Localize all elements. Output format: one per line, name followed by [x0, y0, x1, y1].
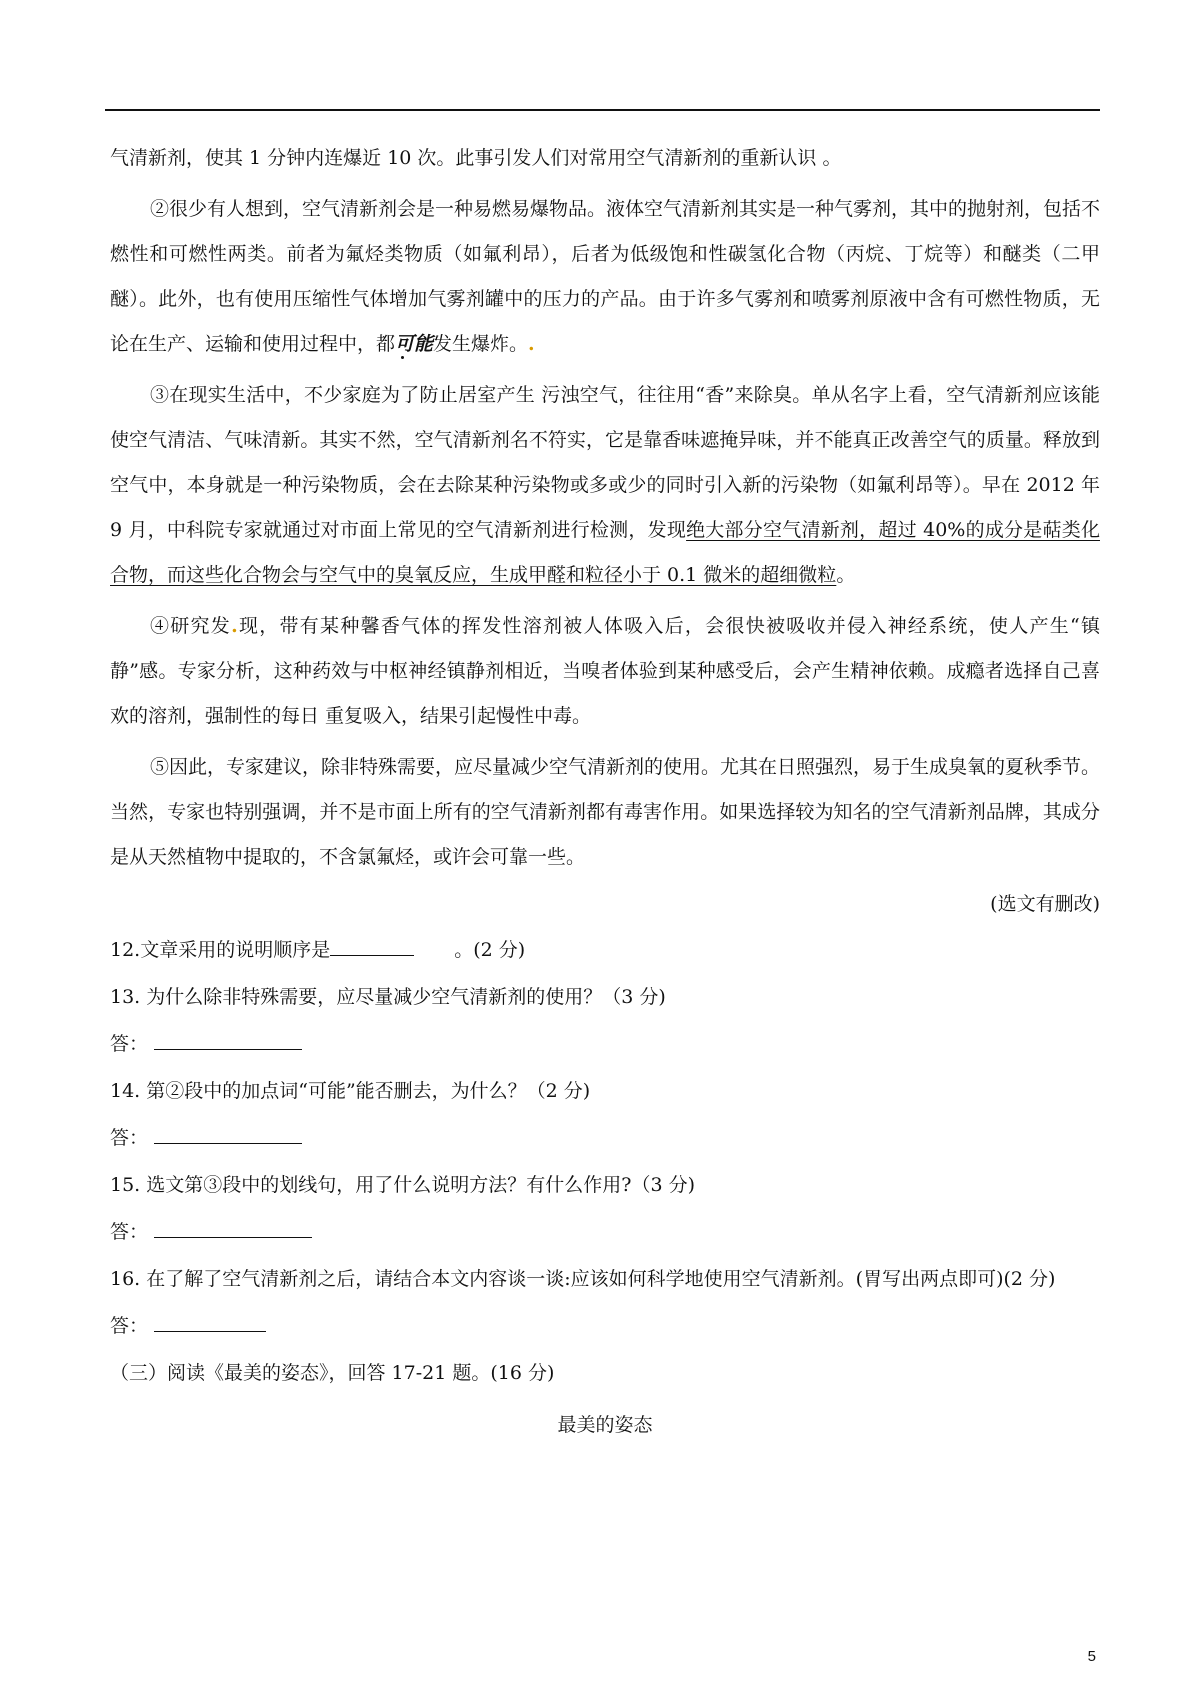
paragraph-4 — [110, 604, 1100, 739]
answer-blank-13[interactable] — [154, 1025, 302, 1050]
paragraph-2-end: 发生爆炸。 — [433, 333, 529, 355]
answer-label: 答： — [110, 1033, 149, 1055]
answer-label: 答： — [110, 1127, 149, 1149]
answer-label: 答： — [110, 1221, 149, 1243]
source-note: (选文有删改) — [990, 893, 1100, 915]
page-number: 5 — [1087, 1648, 1096, 1665]
answer-label: 答： — [110, 1315, 149, 1337]
answer-blank-12[interactable] — [330, 931, 414, 956]
header-rule — [105, 109, 1100, 111]
question-12 — [110, 927, 1100, 974]
paragraph-3-text: ③在现实生活中，不少家庭为了防止居室产生 污浊空气，往往用“香”来除臭。单从名字上看，空气清新剂应该能使空气清洁、气味清新。其实不然，空气清新剂名不符实，它是靠香味遮掩异味，并不能真正改善空气的质量。释放到空气中，本身就是一种污染物质，会在去除某种污染物或多或少的同时引入新的污染物（如氟利昂等）。早在 2012 年 9 月，中科院专家就通过对市面上常见的空气清新剂进行检测，发现 — [110, 384, 1100, 541]
underlined-sentence: 绝大部分空气清新剂，超过 40%的成分是萜类化合物，而这些化合物会与空气中的臭氧反应，生成甲醛和粒径小于 0.1 微米的超细微粒 — [110, 519, 1100, 586]
paragraph-2 — [110, 187, 1100, 367]
paragraph-4-text: 现，带有某种馨香气体的挥发性溶剂被人体吸入后，会很快被吸收并侵入神经系统，使人产生“镇静”感。专家分析，这种药效与中枢神经镇静剂相近，当嗅者体验到某种感受后，会产生精神依赖。成瘾者选择自己喜欢的溶剂，强制性的每日 重复吸入，结果引起慢性中毒。 — [110, 615, 1100, 727]
answer-blank-16[interactable] — [154, 1307, 266, 1332]
question-12-score: 。(2 分) — [454, 939, 526, 961]
emphasis-mark: . — [528, 333, 535, 355]
question-12-text: 12.文章采用的说明顺序是 — [110, 939, 331, 961]
paragraph-1-continuation: 气清新剂，使其 1 分钟内连爆近 10 次。此事引发人们对常用空气清新剂的重新认识 。 — [110, 147, 842, 169]
dotted-word: 可能 — [395, 333, 434, 355]
paragraph-5: ⑤因此，专家建议，除非特殊需要，应尽量减少空气清新剂的使用。尤其在日照强烈，易于生成臭氧的夏秋季节。当然，专家也特别强调，并不是市面上所有的空气清新剂都有毒害作用。如果选择较为知名的空气清新剂品牌，其成分是从天然植物中提取的，不含氯氟烃，或许会可靠一些。 — [110, 756, 1101, 868]
question-16: 16. 在了解了空气清新剂之后，请结合本文内容谈一谈:应该如何科学地使用空气清新剂。(胃写出两点即可)(2 分) — [110, 1268, 1056, 1290]
answer-line-13 — [110, 1021, 1100, 1068]
article-title: 最美的姿态 — [557, 1414, 653, 1436]
question-15: 15. 选文第③段中的划线句，用了什么说明方法？有什么作用?（3 分) — [110, 1174, 695, 1196]
question-14: 14. 第②段中的加点词“可能”能否删去，为什么？（2 分) — [110, 1080, 591, 1102]
paragraph-3 — [110, 373, 1100, 598]
answer-line-16 — [110, 1303, 1100, 1350]
paragraph-3-end: 。 — [836, 564, 856, 586]
paragraph-2-text: ②很少有人想到，空气清新剂会是一种易燃易爆物品。液体空气清新剂其实是一种气雾剂，其中的抛射剂，包括不燃性和可燃性两类。前者为氟烃类物质（如氟利昂），后者为低级饱和性碳氢化合物（丙烷、丁烷等）和醚类（二甲醚）。此外，也有使用压缩性气体增加气雾剂罐中的压力的产品。由于许多气雾剂和喷雾剂原液中含有可燃性物质，无论在生产、运输和使用过程中，都 — [110, 198, 1101, 355]
answer-blank-14[interactable] — [154, 1119, 302, 1144]
paragraph-4-start: ④研究发 — [150, 615, 232, 637]
answer-line-15 — [110, 1209, 1100, 1256]
question-13: 13. 为什么除非特殊需要，应尽量减少空气清新剂的使用？（3 分) — [110, 986, 666, 1008]
answer-line-14 — [110, 1115, 1100, 1162]
page-content — [110, 136, 1100, 1448]
section-3-heading: （三）阅读《最美的姿态》，回答 17-21 题。(16 分) — [110, 1362, 555, 1384]
emphasis-mark-2: . — [231, 615, 238, 637]
answer-blank-15[interactable] — [154, 1213, 312, 1238]
